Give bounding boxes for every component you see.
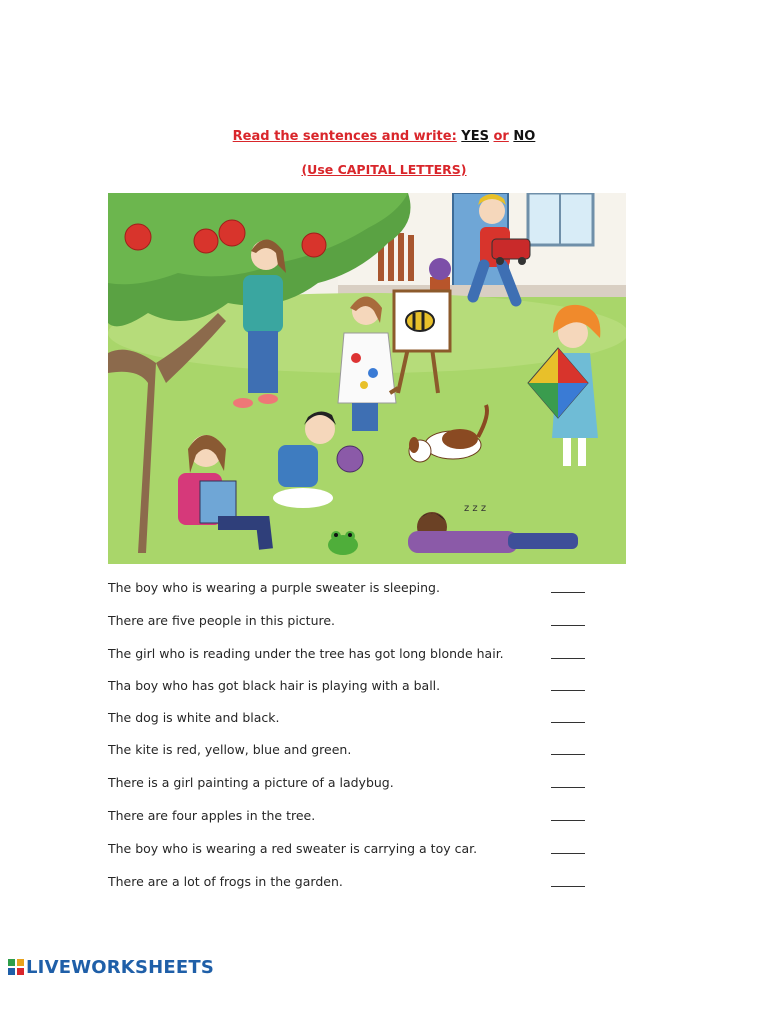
sentence-text: There are a lot of frogs in the garden. [108, 874, 343, 889]
instruction-title [0, 129, 768, 144]
snore-zzz-text: z z z [464, 503, 487, 514]
sentence-row [108, 577, 588, 599]
garden-illustration [108, 193, 626, 564]
garden-scene-image [108, 193, 626, 564]
answer-blank[interactable] [551, 722, 585, 723]
answer-blank[interactable] [551, 853, 585, 854]
sentence-row [108, 739, 588, 761]
yes-word: YES [461, 129, 489, 144]
no-word: NO [513, 129, 536, 144]
liveworksheets-logo-icon [8, 959, 24, 975]
sentence-text: The boy who is wearing a red sweater is carrying a toy car. [108, 841, 478, 856]
sentence-row [108, 675, 588, 697]
sentence-row [108, 805, 588, 827]
liveworksheets-logo[interactable] [8, 956, 214, 978]
answer-blank[interactable] [551, 886, 585, 887]
answer-blank[interactable] [551, 787, 585, 788]
sentence-row [108, 772, 588, 794]
answer-blank[interactable] [551, 690, 585, 691]
answer-blank[interactable] [551, 625, 585, 626]
sentence-text: The boy who is wearing a purple sweater is sleeping. [108, 580, 440, 595]
sentence-row [108, 707, 588, 729]
sentence-row [108, 871, 588, 893]
sentence-text: The dog is white and black. [108, 710, 280, 725]
sentence-text: There is a girl painting a picture of a ladybug. [108, 775, 394, 790]
sentence-text: The kite is red, yellow, blue and green. [108, 742, 352, 757]
sentence-row [108, 610, 588, 632]
sentence-text: There are five people in this picture. [108, 613, 336, 628]
answer-blank[interactable] [551, 658, 585, 659]
sentence-text: There are four apples in the tree. [108, 808, 316, 823]
instruction-subtitle: (Use CAPITAL LETTERS) [301, 162, 467, 177]
answer-blank[interactable] [551, 754, 585, 755]
sentence-text: Tha boy who has got black hair is playing with a ball. [108, 678, 441, 693]
sentence-row [108, 643, 588, 665]
or-word: or [493, 129, 509, 144]
sentence-text: The girl who is reading under the tree has got long blonde hair. [108, 646, 504, 661]
answer-blank[interactable] [551, 592, 585, 593]
sentence-row [108, 838, 588, 860]
instruction-prefix: Read the sentences and write: [232, 129, 457, 144]
answer-blank[interactable] [551, 820, 585, 821]
logo-text: LIVEWORKSHEETS [26, 956, 215, 978]
